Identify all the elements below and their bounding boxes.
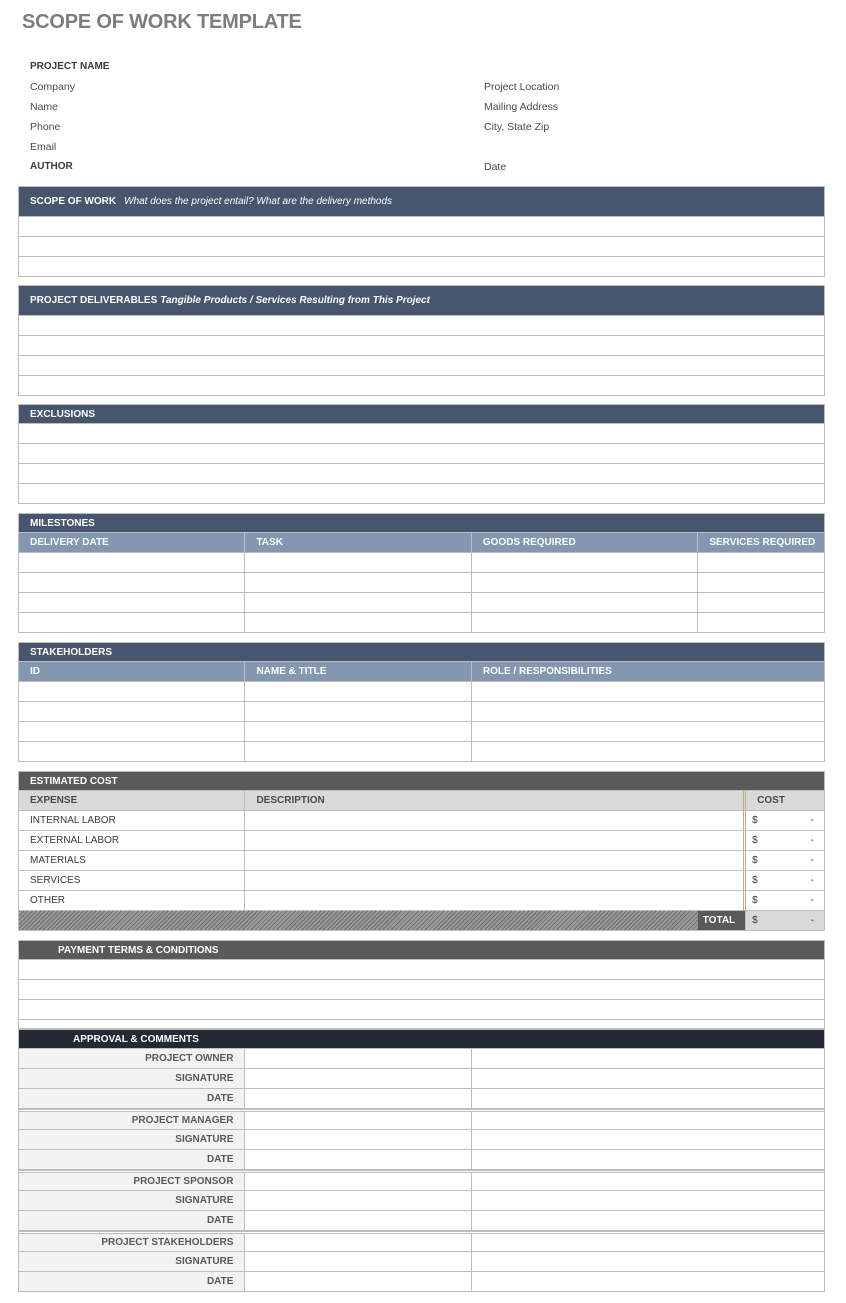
- approval-label: PROJECT MANAGER: [19, 1112, 245, 1129]
- cost-cell[interactable]: [746, 851, 824, 870]
- deliverables-row[interactable]: [19, 376, 824, 396]
- approval-input[interactable]: [245, 1234, 471, 1251]
- name-label: Name: [30, 101, 59, 113]
- cost-row: [19, 831, 824, 851]
- approval-label: PROJECT OWNER: [19, 1049, 245, 1068]
- approval-input[interactable]: [245, 1112, 471, 1129]
- exclusions-row[interactable]: [19, 424, 824, 444]
- total-hatch: [19, 911, 698, 930]
- deliverables-row[interactable]: [19, 356, 824, 376]
- approval-label: PROJECT STAKEHOLDERS: [19, 1234, 245, 1251]
- approval-label: SIGNATURE: [19, 1069, 245, 1088]
- scope-row[interactable]: [19, 237, 824, 257]
- approval-title: APPROVAL & COMMENTS: [73, 1033, 199, 1045]
- approval-comment[interactable]: [472, 1272, 824, 1291]
- table-row: [19, 702, 824, 722]
- mailing-address-label: Mailing Address: [484, 101, 559, 113]
- stakeholders-column-headers: [19, 662, 824, 682]
- table-row: [19, 553, 824, 573]
- col-id: ID: [19, 662, 245, 681]
- cost-row: [19, 851, 824, 871]
- deliverables-title: PROJECT DELIVERABLES: [30, 295, 158, 306]
- exclusions-title: EXCLUSIONS: [30, 408, 96, 420]
- cost-cell[interactable]: [746, 891, 824, 910]
- description-cell[interactable]: [245, 891, 746, 910]
- exclusions-section: [18, 404, 825, 504]
- task-cell[interactable]: [245, 553, 471, 572]
- role-cell[interactable]: [472, 702, 824, 721]
- approval-input[interactable]: [245, 1049, 471, 1068]
- delivery-date-cell[interactable]: [19, 573, 245, 592]
- cost-row: [19, 871, 824, 891]
- milestones-title: MILESTONES: [30, 517, 95, 529]
- payment-title: PAYMENT TERMS & CONDITIONS: [58, 944, 219, 956]
- estimated-cost-section: [18, 771, 825, 931]
- total-cost-cell: [746, 911, 824, 930]
- name-title-cell[interactable]: [245, 742, 471, 761]
- scope-row[interactable]: [19, 217, 824, 237]
- approval-label: DATE: [19, 1211, 245, 1230]
- stakeholders-section: [18, 642, 825, 762]
- role-cell[interactable]: [472, 722, 824, 741]
- delivery-date-cell[interactable]: [19, 593, 245, 612]
- approval-comment[interactable]: [472, 1252, 824, 1271]
- approval-input[interactable]: [245, 1252, 471, 1271]
- task-cell[interactable]: [245, 573, 471, 592]
- expense-cell: INTERNAL LABOR: [19, 811, 245, 830]
- stakeholders-header: [19, 643, 824, 662]
- exclusions-row[interactable]: [19, 444, 824, 464]
- estimated-cost-title: ESTIMATED COST: [30, 775, 118, 787]
- approval-section: [18, 1029, 825, 1292]
- phone-label: Phone: [30, 121, 61, 133]
- id-cell[interactable]: [19, 682, 245, 701]
- expense-cell: OTHER: [19, 891, 245, 910]
- approval-input[interactable]: [245, 1211, 471, 1230]
- page-title: SCOPE OF WORK TEMPLATE: [22, 11, 302, 33]
- approval-input[interactable]: [245, 1069, 471, 1088]
- exclusions-row[interactable]: [19, 484, 824, 504]
- col-task: TASK: [245, 533, 471, 552]
- services-cell[interactable]: [698, 613, 824, 632]
- approval-input[interactable]: [245, 1272, 471, 1291]
- payment-header: [19, 941, 824, 960]
- delivery-date-cell[interactable]: [19, 553, 245, 572]
- col-delivery-date: DELIVERY DATE: [19, 533, 245, 552]
- table-row: [19, 742, 824, 762]
- task-cell[interactable]: [245, 613, 471, 632]
- payment-row[interactable]: [19, 980, 824, 1000]
- approval-comment[interactable]: [472, 1112, 824, 1129]
- approval-label: DATE: [19, 1150, 245, 1169]
- goods-cell[interactable]: [472, 613, 698, 632]
- col-description: DESCRIPTION: [245, 791, 746, 810]
- payment-row[interactable]: [19, 1000, 824, 1020]
- col-services-required: SERVICES REQUIRED: [709, 537, 816, 548]
- approval-label: PROJECT SPONSOR: [19, 1173, 245, 1190]
- name-title-cell[interactable]: [245, 722, 471, 741]
- approval-label: DATE: [19, 1272, 245, 1291]
- cost-value: -: [810, 835, 814, 846]
- approval-group-stakeholders: [19, 1231, 824, 1292]
- scope-subtitle: What does the project entail? What are the delivery methods: [124, 196, 393, 207]
- approval-comment[interactable]: [472, 1173, 824, 1190]
- scope-title: SCOPE OF WORK: [30, 196, 117, 207]
- cost-row: [19, 891, 824, 911]
- deliverables-row[interactable]: [19, 316, 824, 336]
- table-row: [19, 573, 824, 593]
- date-label: Date: [484, 161, 507, 173]
- approval-header: [19, 1030, 824, 1049]
- cost-row: [19, 811, 824, 831]
- author-label: AUTHOR: [30, 161, 73, 172]
- cost-column-headers: [19, 791, 824, 811]
- approval-group-owner: [19, 1049, 824, 1109]
- deliverables-subtitle: Tangible Products / Services Resulting from This Project: [160, 295, 430, 306]
- col-name-title: NAME & TITLE: [245, 662, 471, 681]
- project-name-label: PROJECT NAME: [30, 61, 110, 72]
- approval-comment[interactable]: [472, 1211, 824, 1230]
- scope-header: [19, 187, 824, 217]
- approval-label: DATE: [19, 1089, 245, 1108]
- approval-input[interactable]: [245, 1089, 471, 1108]
- description-cell[interactable]: [245, 831, 746, 850]
- approval-comment[interactable]: [472, 1130, 824, 1149]
- col-goods-required: GOODS REQUIRED: [472, 533, 698, 552]
- goods-cell[interactable]: [472, 593, 698, 612]
- milestones-section: [18, 513, 825, 633]
- approval-input[interactable]: [245, 1191, 471, 1210]
- exclusions-header: [19, 405, 824, 424]
- delivery-date-cell[interactable]: [19, 613, 245, 632]
- description-cell[interactable]: [245, 851, 746, 870]
- scope-row[interactable]: [19, 257, 824, 277]
- table-row: [19, 613, 824, 633]
- role-cell[interactable]: [472, 682, 824, 701]
- currency-symbol: $: [752, 815, 758, 826]
- cost-cell[interactable]: [746, 831, 824, 850]
- email-label: Email: [30, 141, 57, 153]
- cost-value: -: [810, 895, 814, 906]
- currency-symbol: $: [752, 835, 758, 846]
- currency-symbol: $: [752, 855, 758, 866]
- currency-symbol: $: [752, 875, 758, 886]
- description-cell[interactable]: [245, 871, 746, 890]
- total-label: TOTAL: [698, 911, 746, 930]
- cost-cell[interactable]: [746, 811, 824, 830]
- approval-comment[interactable]: [472, 1049, 824, 1068]
- id-cell[interactable]: [19, 742, 245, 761]
- total-value: -: [810, 915, 814, 926]
- table-row: [19, 722, 824, 742]
- services-cell[interactable]: [698, 573, 824, 592]
- expense-cell: MATERIALS: [19, 851, 245, 870]
- exclusions-row[interactable]: [19, 464, 824, 484]
- cost-value: -: [810, 815, 814, 826]
- approval-comment[interactable]: [472, 1069, 824, 1088]
- id-cell[interactable]: [19, 702, 245, 721]
- milestones-column-headers: [19, 533, 824, 553]
- cost-value: -: [810, 875, 814, 886]
- company-label: Company: [30, 81, 75, 93]
- approval-group-manager: [19, 1109, 824, 1170]
- deliverables-header: [19, 286, 824, 316]
- expense-cell: EXTERNAL LABOR: [19, 831, 245, 850]
- table-row: [19, 682, 824, 702]
- cost-cell[interactable]: [746, 871, 824, 890]
- expense-cell: SERVICES: [19, 871, 245, 890]
- approval-input[interactable]: [245, 1130, 471, 1149]
- milestones-header: [19, 514, 824, 533]
- approval-group-sponsor: [19, 1170, 824, 1231]
- currency-symbol: $: [752, 915, 758, 926]
- payment-section: [18, 940, 825, 1029]
- role-cell[interactable]: [472, 742, 824, 761]
- approval-label: SIGNATURE: [19, 1130, 245, 1149]
- payment-row[interactable]: [19, 960, 824, 980]
- deliverables-section: [18, 285, 825, 396]
- approval-comment[interactable]: [472, 1089, 824, 1108]
- goods-cell[interactable]: [472, 573, 698, 592]
- col-role: ROLE / RESPONSIBILITIES: [482, 666, 612, 677]
- approval-comment[interactable]: [472, 1234, 824, 1251]
- goods-cell[interactable]: [472, 553, 698, 572]
- col-cost: COST: [757, 795, 785, 806]
- approval-label: SIGNATURE: [19, 1252, 245, 1271]
- col-expense: EXPENSE: [19, 791, 245, 810]
- scope-section: [18, 186, 825, 277]
- table-row: [19, 593, 824, 613]
- approval-label: SIGNATURE: [19, 1191, 245, 1210]
- currency-symbol: $: [752, 895, 758, 906]
- project-location-label: Project Location: [484, 81, 560, 93]
- description-cell[interactable]: [245, 811, 746, 830]
- task-cell[interactable]: [245, 593, 471, 612]
- city-state-zip-label: City, State Zip: [484, 121, 550, 133]
- services-cell[interactable]: [698, 593, 824, 612]
- estimated-cost-header: [19, 772, 824, 791]
- deliverables-row[interactable]: [19, 336, 824, 356]
- name-title-cell[interactable]: [245, 682, 471, 701]
- approval-comment[interactable]: [472, 1191, 824, 1210]
- id-cell[interactable]: [19, 722, 245, 741]
- name-title-cell[interactable]: [245, 702, 471, 721]
- approval-input[interactable]: [245, 1173, 471, 1190]
- payment-row[interactable]: [19, 1020, 824, 1029]
- cost-value: -: [810, 855, 814, 866]
- total-row: [19, 911, 824, 931]
- approval-input[interactable]: [245, 1150, 471, 1169]
- stakeholders-title: STAKEHOLDERS: [30, 646, 113, 658]
- services-cell[interactable]: [698, 553, 824, 572]
- approval-comment[interactable]: [472, 1150, 824, 1169]
